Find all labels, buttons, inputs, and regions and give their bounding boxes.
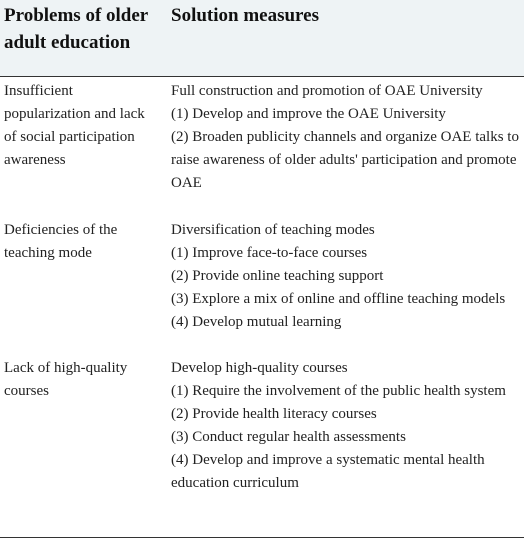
bottom-rule: [0, 537, 524, 538]
solution-measure: Full construction and promotion of OAE University: [171, 83, 483, 99]
problem-cell: Lack of high-quality courses: [4, 360, 128, 399]
solution-item: (4) Develop and improve a systematic mental health education curriculum: [171, 452, 485, 491]
solution-item: (1) Require the involvement of the public health system: [171, 383, 506, 399]
solution-item: (1) Improve face-to-face courses: [171, 245, 368, 261]
header-problems: Problems of older adult education: [4, 5, 148, 53]
solution-measure: Diversification of teaching modes: [171, 222, 375, 238]
solution-cell: [171, 357, 521, 495]
solution-item: (3) Conduct regular health assessments: [171, 429, 406, 445]
solution-item: (3) Explore a mix of online and offline teaching models: [171, 291, 506, 307]
problem-cell: Insufficient popularization and lack of social participation awareness: [4, 83, 145, 168]
solution-cell: [171, 80, 521, 195]
solution-item: (1) Develop and improve the OAE University: [171, 106, 446, 122]
header-rule: [0, 76, 524, 77]
solution-item: (4) Develop mutual learning: [171, 314, 342, 330]
header-solutions: Solution measures: [171, 5, 319, 26]
table-header: [0, 0, 524, 76]
solution-item: (2) Broaden publicity channels and organize OAE talks to raise awareness of older adults' participation and promote OAE: [171, 129, 519, 191]
solution-cell: [171, 219, 521, 334]
problem-cell: Deficiencies of the teaching mode: [4, 222, 118, 261]
solution-measure: Develop high-quality courses: [171, 360, 348, 376]
solution-item: (2) Provide health literacy courses: [171, 406, 377, 422]
solution-item: (2) Provide online teaching support: [171, 268, 384, 284]
